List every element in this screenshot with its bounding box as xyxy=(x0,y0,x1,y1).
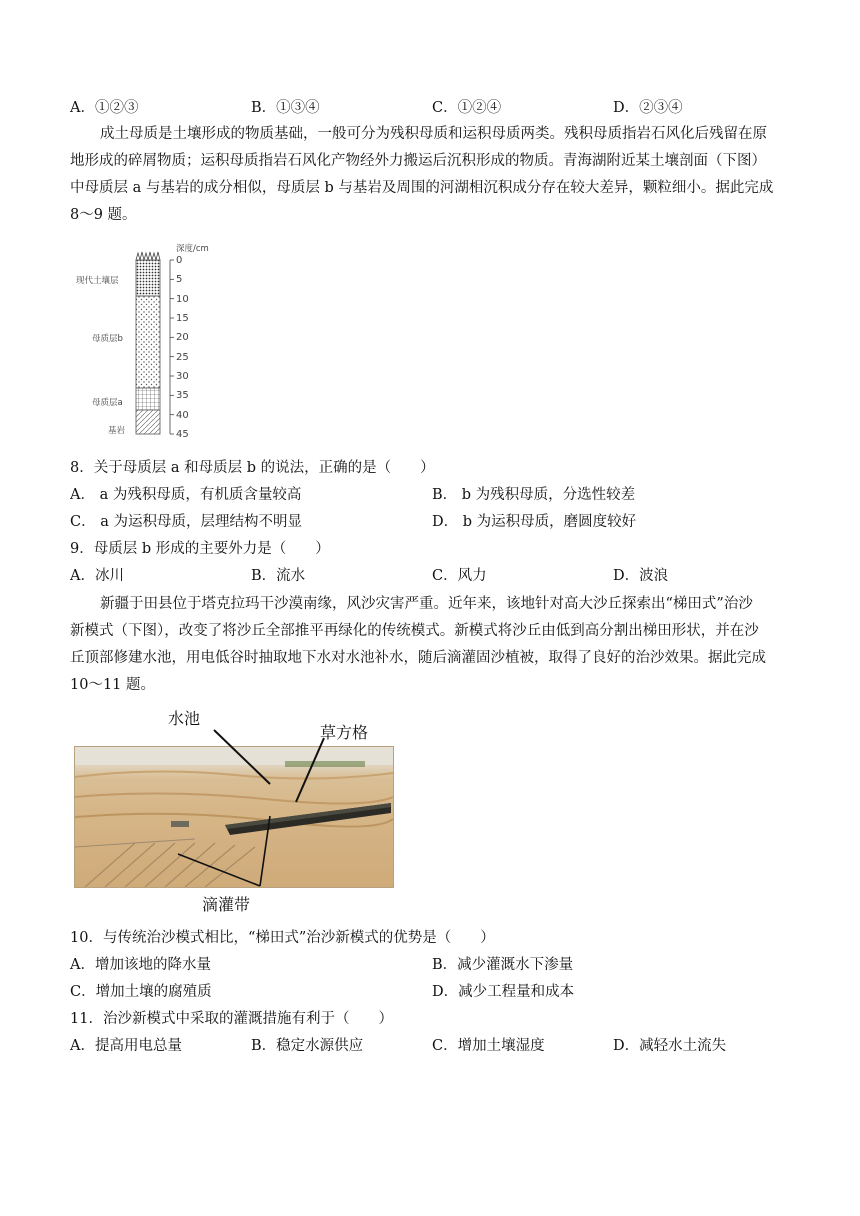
q7-option-c: C．①②④ xyxy=(432,100,502,116)
q9-option-d: D．波浪 xyxy=(613,568,669,584)
passage1-line-1: 成土母质是土壤形成的物质基础，一般可分为残积母质和运积母质两类。残积母质指岩石风化后残留在原 xyxy=(100,126,767,142)
passage2-line-2: 新模式（下图），改变了将沙丘全部推平再绿化的传统模式。新模式将沙丘由低到高分割出梯田形状，并在沙 xyxy=(70,623,759,639)
passage1-line-3: 中母质层 a 与基岩的成分相似，母质层 b 与基岩及周围的河湖相沉积成分存在较大差异，颗粒细小。据此完成 xyxy=(70,180,774,196)
callout-grass-grid: 草方格 xyxy=(320,723,369,742)
depth-tick-label: 30 xyxy=(176,371,189,382)
terrace-sand-control-figure xyxy=(74,706,396,918)
layer-modern-soil xyxy=(136,260,160,296)
depth-tick-label: 0 xyxy=(176,255,183,266)
q8-option-d: D． b 为运积母质，磨圆度较好 xyxy=(432,514,637,530)
passage1-line-4: 8～9 题。 xyxy=(70,207,137,223)
depth-tick-label: 25 xyxy=(176,351,189,363)
layer-bedrock xyxy=(136,410,160,434)
passage2-line-3: 丘顶部修建水池，用电低谷时抽取地下水对水池补水，随后滴灌固沙植被，取得了良好的治沙效果。据此完成 xyxy=(70,650,766,666)
q10-option-b: B．减少灌溉水下渗量 xyxy=(432,957,574,973)
passage1-line-2: 地形成的碎屑物质；运积母质指岩石风化产物经外力搬运后沉积形成的物质。青海湖附近某土壤剖面（下图） xyxy=(70,153,766,169)
depth-tick-label: 5 xyxy=(176,274,183,286)
q9-stem: 9．母质层 b 形成的主要外力是（ ） xyxy=(70,541,330,557)
callout-pool: 水池 xyxy=(168,709,201,728)
q8-option-a: A． a 为残积母质，有机质含量较高 xyxy=(70,487,302,503)
layer-label-parent-b: 母质层b xyxy=(92,334,123,344)
q10-stem: 10．与传统治沙模式相比，“梯田式”治沙新模式的优势是（ ） xyxy=(70,930,495,946)
layer-label-modern-soil: 现代土壤层 xyxy=(76,276,119,286)
layer-label-bedrock: 基岩 xyxy=(108,426,126,436)
callout-drip-belt: 滴灌带 xyxy=(202,895,251,914)
depth-tick-label: 40 xyxy=(176,409,189,421)
layer-parent-a xyxy=(136,388,160,410)
passage2-line-1: 新疆于田县位于塔克拉玛干沙漠南缘，风沙灾害严重。近年来，该地针对高大沙丘探索出“梯田式”治沙 xyxy=(100,596,753,612)
q9-option-c: C．风力 xyxy=(432,568,487,584)
q11-option-b: B．稳定水源供应 xyxy=(251,1038,364,1054)
q8-stem: 8．关于母质层 a 和母质层 b 的说法，正确的是（ ） xyxy=(70,460,435,476)
layer-parent-b xyxy=(136,296,160,388)
q8-option-c: C． a 为运积母质，层理结构不明显 xyxy=(70,514,302,530)
q9-option-b: B．流水 xyxy=(251,568,306,584)
depth-axis-label: 深度/cm xyxy=(176,244,209,254)
q11-option-c: C．增加土壤湿度 xyxy=(432,1038,545,1054)
depth-tick-label: 45 xyxy=(176,429,189,440)
depth-tick-label: 15 xyxy=(176,313,189,324)
q11-stem: 11．治沙新模式中采取的灌溉措施有利于（ ） xyxy=(70,1011,393,1027)
soil-profile-figure xyxy=(70,238,220,448)
depth-ticks xyxy=(170,260,174,434)
q7-option-a: A．①②③ xyxy=(70,100,139,116)
passage2-line-4: 10～11 题。 xyxy=(70,677,156,693)
q11-option-d: D．减轻水土流失 xyxy=(613,1038,727,1054)
q11-option-a: A．提高用电总量 xyxy=(70,1038,182,1054)
grass-icon xyxy=(136,252,160,260)
q9-option-a: A．冰川 xyxy=(70,568,124,584)
depth-tick-label: 35 xyxy=(176,390,189,402)
q10-option-d: D．减少工程量和成本 xyxy=(432,984,575,1000)
q10-option-a: A．增加该地的降水量 xyxy=(70,957,211,973)
depth-tick-label: 10 xyxy=(176,293,189,305)
depth-tick-label: 20 xyxy=(176,332,189,344)
q8-option-b: B． b 为残积母质，分选性较差 xyxy=(432,487,636,503)
q10-option-c: C．增加土壤的腐殖质 xyxy=(70,984,212,1000)
q7-option-b: B．①③④ xyxy=(251,100,320,116)
q7-option-d: D．②③④ xyxy=(613,100,683,116)
layer-label-parent-a: 母质层a xyxy=(92,398,123,408)
